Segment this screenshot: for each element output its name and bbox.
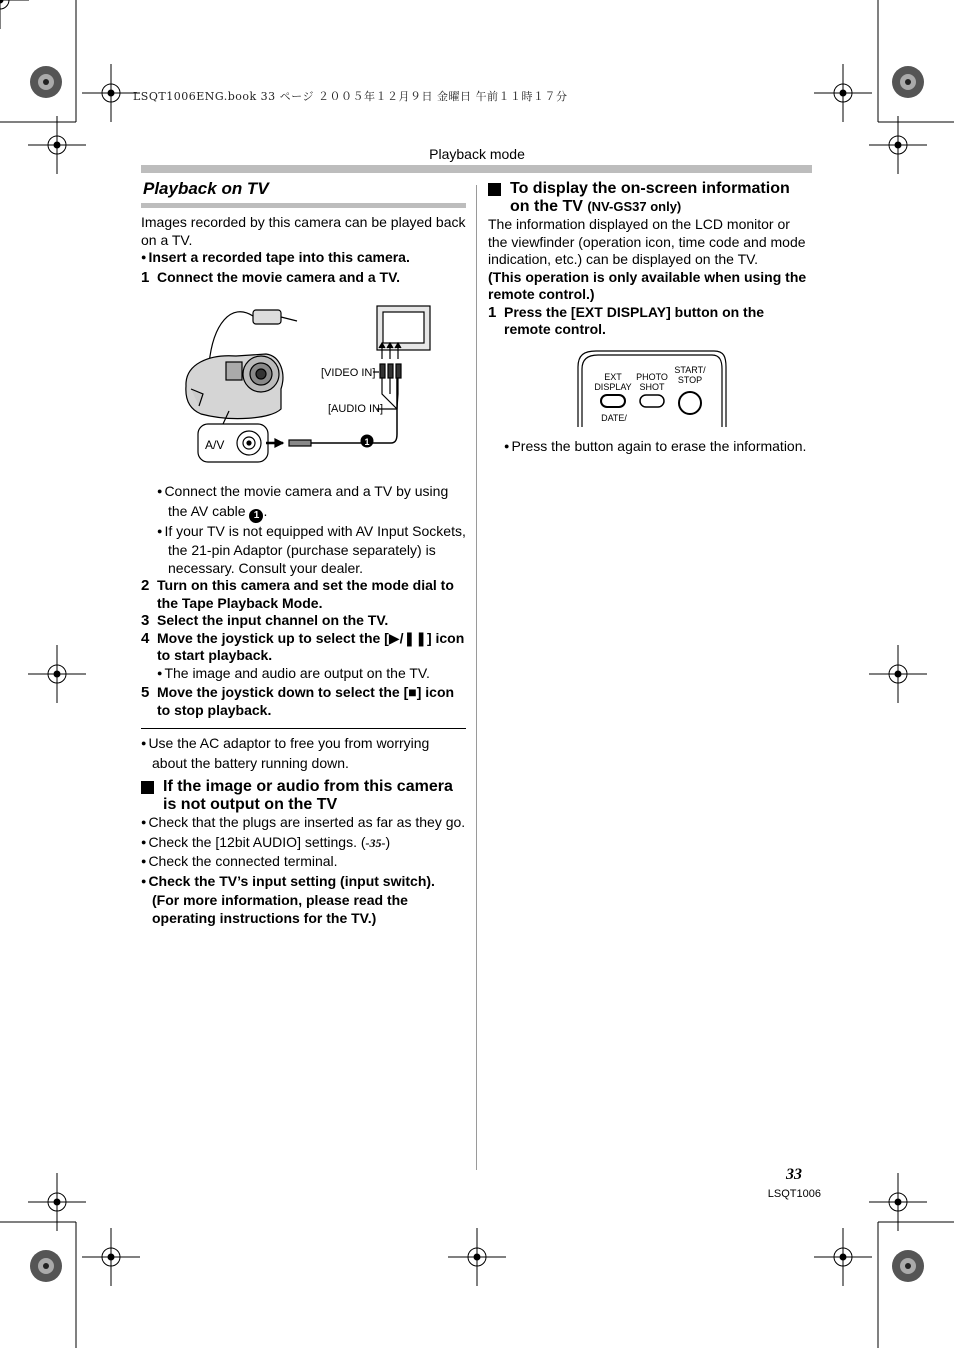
print-header: LSQT1006ENG.book 33 ページ ２００５年１２月９日 金曜日 午前１１時１７分 xyxy=(133,90,568,103)
column-divider xyxy=(476,185,477,1170)
tv-connection-diagram xyxy=(141,294,466,474)
intro-text: Images recorded by this camera can be played back on a TV. xyxy=(141,214,466,248)
fig-bullet-2: ● If your TV is not equipped with AV Input Sockets, the 21-pin Adaptor (purchase separately) is necessary. Consult your dealer. xyxy=(141,523,466,578)
photo-label-1: PHOTO xyxy=(636,371,668,382)
page-ref: -35- xyxy=(365,835,386,850)
remote-control-illustration xyxy=(488,349,813,429)
video-in-label: [VIDEO IN] xyxy=(321,367,376,379)
check-bullet-1: ● Check that the plugs are inserted as far as they go. xyxy=(141,814,466,834)
square-icon xyxy=(488,183,501,196)
right-subsection-title: To display the on-screen information on the TV (NV-GS37 only) xyxy=(488,180,813,216)
start-label-2: STOP xyxy=(677,374,703,385)
svg-text:1: 1 xyxy=(364,437,370,447)
audio-in-label: [AUDIO IN] xyxy=(328,403,384,415)
step-5: 5 Move the joystick down to select the [■] icon to stop playback. xyxy=(141,684,455,718)
left-column xyxy=(141,179,466,927)
right-column xyxy=(488,180,813,457)
step-3: 3 Select the input channel on the TV. xyxy=(141,612,389,629)
check-bullet-4: ● Check the TV’s input setting (input switch). (For more information, please read the operating instructions for the TV.) xyxy=(141,873,466,928)
check-bullet-2: ● Check the [12bit AUDIO] settings. (-35-) xyxy=(141,834,466,854)
right-para: The information displayed on the LCD monitor or the viewfinder (operation icon, time code and mode indication, etc.) can be displayed on the TV. xyxy=(488,216,806,267)
subsection-title: If the image or audio from this camera is not output on the TV xyxy=(141,778,466,814)
callout-1-inline: 1 xyxy=(249,509,263,523)
note-bullet: ● Use the AC adaptor to free you from worrying about the battery running down. xyxy=(141,735,466,772)
ext-label-2: DISPLAY xyxy=(594,381,632,392)
pre-bullet: ● Insert a recorded tape into this camera. xyxy=(141,249,466,269)
start-label-1: START/ xyxy=(674,364,706,375)
step-2: 2 Turn on this camera and set the mode dial to the Tape Playback Mode. xyxy=(141,577,454,611)
section-header: Playback mode xyxy=(429,146,525,162)
av-label: A/V xyxy=(205,438,225,452)
section-title: Playback on TV xyxy=(143,179,269,198)
step-4: 4 Move the joystick up to select the [▶/❚❚] icon to start playback. xyxy=(141,629,465,663)
step-1: 1 Connect the movie camera and a TV. xyxy=(141,268,401,286)
check-bullet-3: ● Check the connected terminal. xyxy=(141,853,466,873)
document-code: LSQT1006 xyxy=(767,1188,821,1200)
right-step-1: 1 Press the [EXT DISPLAY] button on the remote control. xyxy=(488,303,765,337)
step-4-bullet: ● The image and audio are output on the TV. xyxy=(141,665,466,685)
note-rule xyxy=(141,728,466,729)
header-bar xyxy=(141,165,812,173)
ext-label-1: EXT xyxy=(604,371,622,382)
square-icon xyxy=(141,781,154,794)
right-bullet: ● Press the button again to erase the information. xyxy=(488,438,813,458)
title-rule xyxy=(141,203,466,208)
right-bold-para: (This operation is only available when using the remote control.) xyxy=(488,268,807,302)
fig-bullet-1: ● Connect the movie camera and a TV by using the AV cable 1 . xyxy=(141,483,466,523)
photo-label-2: SHOT xyxy=(639,381,665,392)
page-number: 33 xyxy=(786,1166,802,1183)
date-label: DATE/ xyxy=(601,412,627,423)
